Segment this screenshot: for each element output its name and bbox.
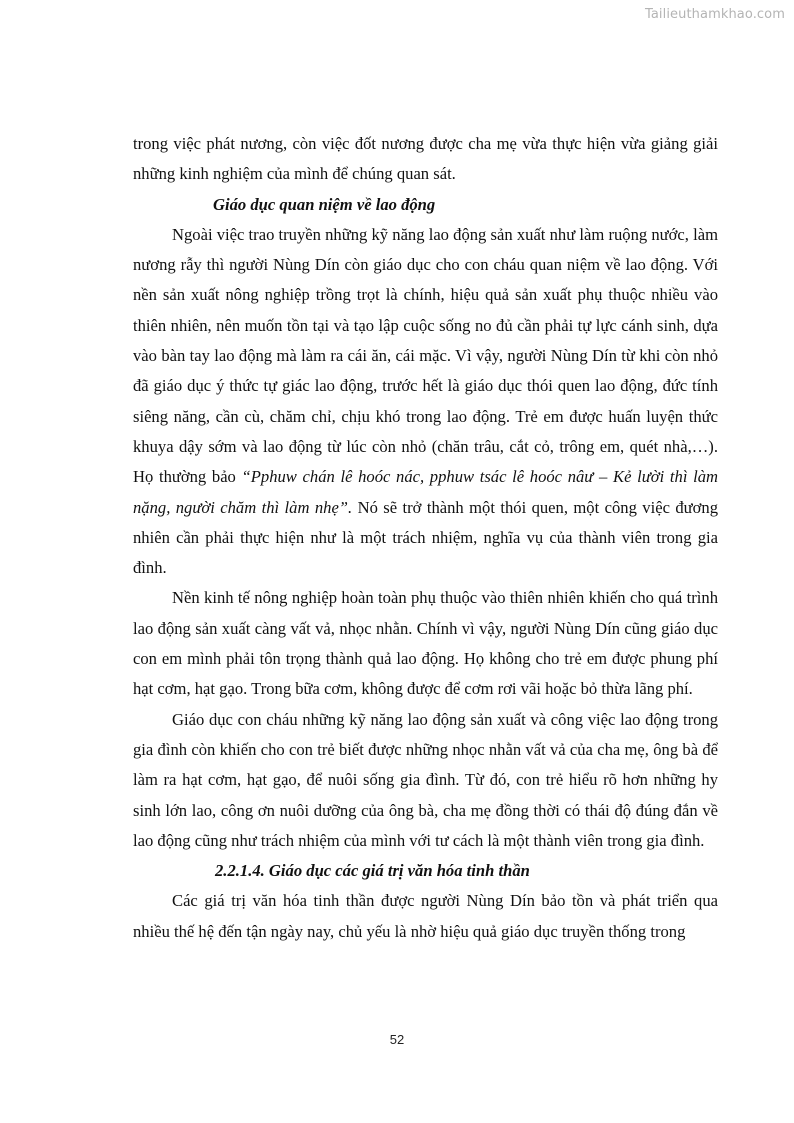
body-text <box>133 129 718 947</box>
paragraph-text: Nó sẽ trở thành một thói quen, một công việc đương nhiên cần phải thực hiện như là một trách nhiệm, nghĩa vụ của thành viên trong gia đình. <box>133 497 719 578</box>
paragraph-education: Giáo dục con cháu những kỹ năng lao động sản xuất và công việc lao động trong gia đình còn khiến cho con trẻ biết được những nhọc nhằn vất vả của cha mẹ, ông bà để làm ra hạt cơm, hạt gạo, để nuôi sống gia đình. Từ đó, con trẻ hiểu rõ hơn những hy sinh lớn lao, công ơn nuôi dưỡng của ông bà, cha mẹ đồng thời có thái độ đúng đắn về lao động cũng như trách nhiệm của mình với tư cách là một thành viên trong gia đình. <box>133 709 718 850</box>
paragraph-text: Ngoài việc trao truyền những kỹ năng lao động sản xuất như làm ruộng nước, làm nương rẫy thì người Nùng Dín còn giáo dục cho con cháu quan niệm về lao động. Với nền sản xuất nông nghiệp trồng trọt là chính, hiệu quả sản xuất phụ thuộc nhiều vào thiên nhiên, nên muốn tồn tại và tạo lập cuộc sống no đủ cần phải tự lực cánh sinh, dựa vào bàn tay lao động mà làm ra cái ăn, cái mặc. Vì vậy, người Nùng Dín từ khi còn nhỏ đã giáo dục ý thức tự giác lao động, trước hết là giáo dục thói quen lao động, đức tính siêng năng, cần cù, chăm chỉ, chịu khó trong lao động. Trẻ em được huấn luyện thức khuya dậy sớm và lao động từ lúc còn nhỏ (chăn trâu, cắt cỏ, trông em, quét nhà,…). Họ thường bảo <box>133 224 718 487</box>
paragraph-continuation: trong việc phát nương, còn việc đốt nương được cha mẹ vừa thực hiện vừa giảng giải những kinh nghiệm của mình để chúng quan sát. <box>133 134 718 184</box>
paragraph-economy: Nền kinh tế nông nghiệp hoàn toàn phụ thuộc vào thiên nhiên khiến cho quá trình lao động sản xuất càng vất vả, nhọc nhằn. Chính vì vậy, người Nùng Dín cũng giáo dục con em mình phải tôn trọng thành quả lao động. Họ không cho trẻ em được phung phí hạt cơm, hạt gạo. Trong bữa cơm, không được để cơm rơi vãi hoặc bỏ thừa lãng phí. <box>133 588 718 699</box>
section-heading-2-2-1-4: 2.2.1.4. Giáo dục các giá trị văn hóa tinh thần <box>215 861 530 881</box>
paragraph-cultural-values: Các giá trị văn hóa tinh thần được người Nùng Dín bảo tồn và phát triển qua nhiều thế hệ đến tận ngày nay, chủ yếu là nhờ hiệu quả giáo dục truyền thống trong <box>133 891 718 941</box>
paragraph-labor-concept <box>133 220 718 584</box>
watermark: Tailieuthamkhao.com <box>644 7 785 22</box>
section-heading-labor-concept: Giáo dục quan niệm về lao động <box>213 194 436 214</box>
proverb-quote: “Pphuw chán lê hoóc nác, pphuw tsác lê hoóc nâư – Kẻ lười thì làm nặng, người chăm thì làm nhẹ”. <box>133 467 718 517</box>
page-number: 52 <box>389 1032 405 1047</box>
